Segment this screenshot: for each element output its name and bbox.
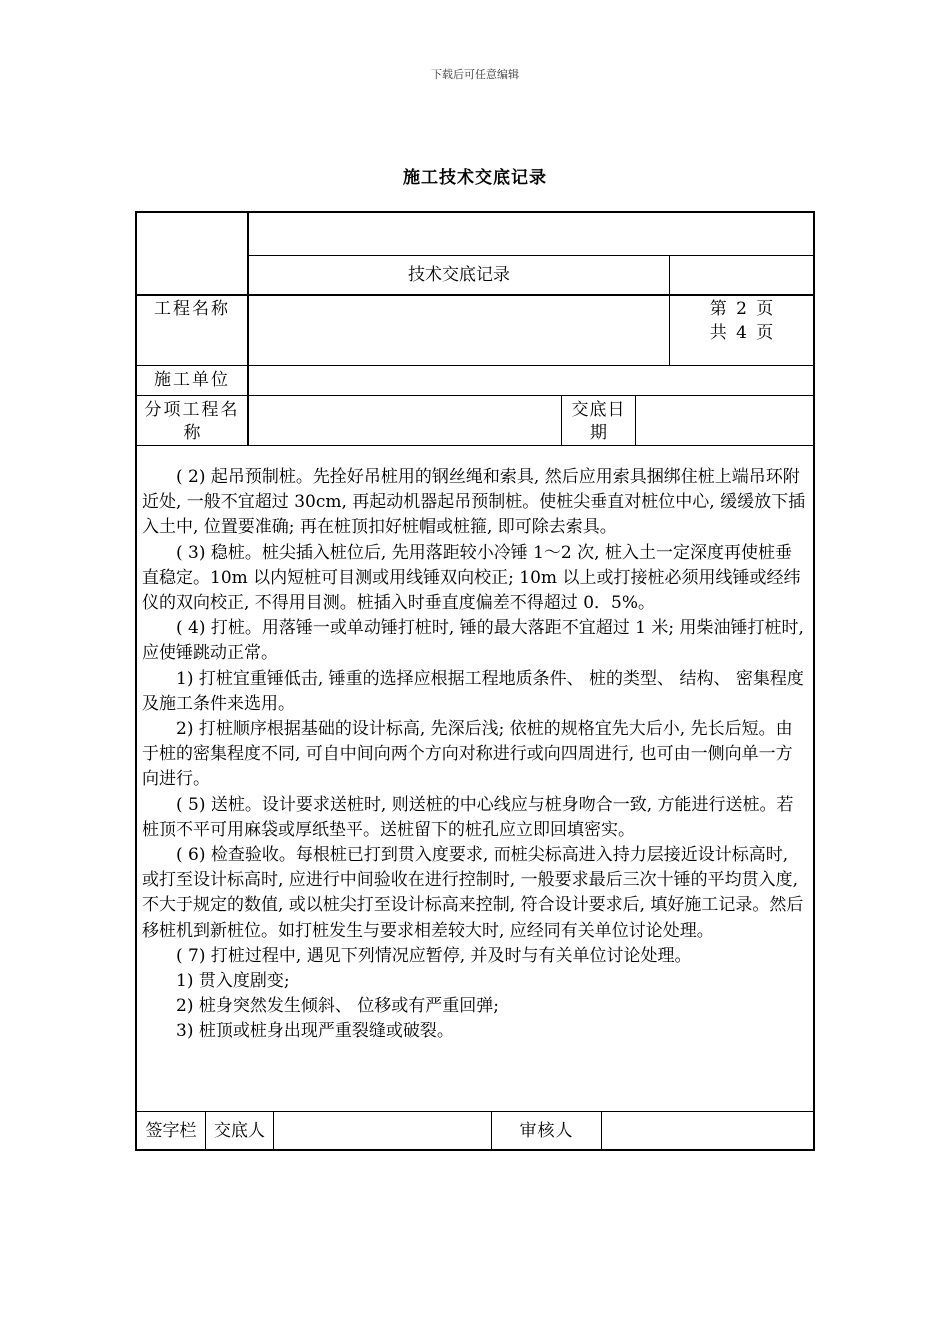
sub-project-label: 分项工程名 (144, 400, 240, 420)
page-total: 共 4 页 (709, 323, 776, 343)
record-form (135, 211, 815, 1151)
paragraph: 2) 打桩顺序根据基础的设计标高, 先深后浅; 依桩的规格宜先大后小, 先长后短。由于桩的密集程度不同, 可自中间向两个方向对称进行或向四周进行, 也可由一侧向单一方向进行。 (142, 719, 793, 790)
paragraph: 1) 贯入度剧变; (176, 971, 290, 992)
date-label: 交底日 (571, 400, 626, 420)
paragraph: ( 5) 送桩。设计要求送桩时, 则送桩的中心线应与桩身吻合一致, 方能进行送桩。若桩顶不平可用麻袋或厚纸垫平。送桩留下的桩孔应立即回填密实。 (142, 794, 794, 840)
disclosure-content (142, 465, 806, 1045)
watermark: 下载后可任意编辑 (431, 68, 519, 81)
construction-unit-label: 施工单位 (154, 370, 230, 390)
construction-unit-field[interactable] (249, 366, 815, 395)
date-label-cont: 期 (590, 423, 607, 443)
project-name-label: 工程名称 (154, 299, 230, 319)
presenter-label: 交底人 (214, 1121, 265, 1141)
sub-project-field[interactable] (249, 396, 561, 445)
page-title: 施工技术交底记录 (403, 168, 547, 188)
paragraph: 2) 桩身突然发生倾斜、 位移或有严重回弹; (176, 996, 499, 1017)
paragraph: ( 4) 打桩。用落锤一或单动锤打桩时, 锤的最大落距不宜超过 1 米; 用柴油锤打桩时, 应使锤跳动正常。 (142, 618, 804, 664)
page-number: 第 2 页 (709, 299, 776, 319)
presenter-signature-field[interactable] (274, 1112, 491, 1151)
paragraph: ( 2) 起吊预制桩。先拴好吊桩用的钢丝绳和索具, 然后应用索具捆绑住桩上端吊环附近处, 一般不宜超过 30cm, 再起动机器起吊预制桩。使桩尖垂直对桩位中心, 缓缓放下插入土中, 位置要准确; 再在桩顶扣好桩帽或桩箍, 即可除去索具。 (142, 467, 806, 538)
reviewer-label: 审核人 (519, 1121, 574, 1141)
record-subtitle: 技术交底记录 (408, 265, 510, 285)
reviewer-signature-field[interactable] (602, 1112, 815, 1151)
paragraph: 1) 打桩宜重锤低击, 锤重的选择应根据工程地质条件、 桩的类型、 结构、 密集程度及施工条件来选用。 (142, 668, 804, 714)
date-field[interactable] (636, 396, 815, 445)
paragraph: ( 7) 打桩过程中, 遇见下列情况应暂停, 并及时与有关单位讨论处理。 (176, 945, 692, 966)
paragraph: ( 3) 稳桩。桩尖插入桩位后, 先用落距较小冷锤 1～2 次, 桩入土一定深度再使桩垂直稳定。10m 以内短桩可目测或用线锤双向校正; 10m 以上或打接桩必须用线锤或经纬仪的双向校正, 不得用目测。桩插入时垂直度偏差不得超过 0．5%。 (142, 542, 801, 614)
paragraph: 3) 桩顶或桩身出现严重裂缝或破裂。 (176, 1021, 454, 1042)
project-name-field[interactable] (249, 296, 669, 365)
sub-project-label-cont: 称 (183, 423, 201, 443)
signature-section-label: 签字栏 (145, 1121, 197, 1141)
paragraph: ( 6) 检查验收。每根桩已打到贯入度要求, 而桩尖标高进入持力层接近设计标高时, 或打至设计标高时, 应进行中间验收在进行控制时, 一般要求最后三次十锤的平均贯入度, 不大于规定的数值, 或以桩尖打至设计标高来控制, 符合设计要求后, 填好施工记录。然后移桩机到新桩位。如打桩发生与要求相差较大时, 应经同有关单位讨论处理。 (142, 845, 804, 941)
